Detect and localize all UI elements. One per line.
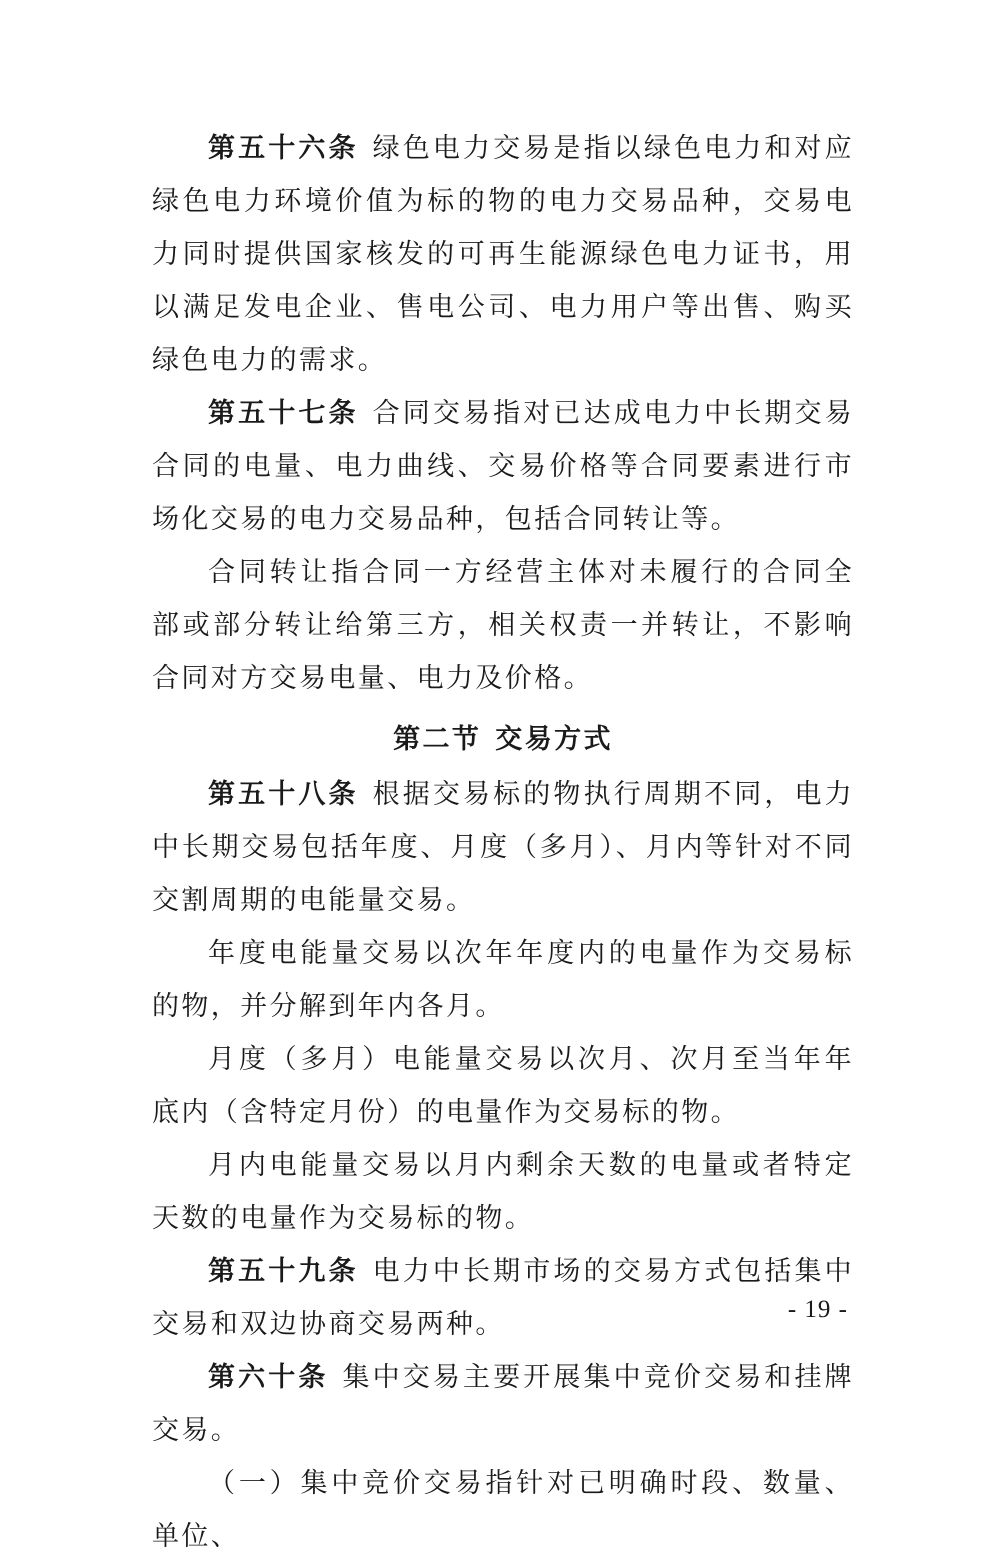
section-number: 第二节 [393, 724, 482, 755]
article-number: 第五十七条 [208, 398, 359, 429]
article-number: 第五十六条 [208, 133, 359, 164]
article-58 [152, 768, 854, 927]
page-body [152, 122, 854, 1563]
paragraph: 月内电能量交易以月内剩余天数的电量或者特定天数的电量作为交易标的物。 [152, 1150, 854, 1234]
article-number: 第六十条 [208, 1362, 329, 1393]
article-text: 集中交易主要开展集中竞价交易和挂牌交易。 [152, 1362, 854, 1446]
paragraph: 月度（多月）电能量交易以次月、次月至当年年底内（含特定月份）的电量作为交易标的物。 [152, 1044, 854, 1128]
article-text: 绿色电力交易是指以绿色电力和对应绿色电力环境价值为标的物的电力交易品种，交易电力同时提供国家核发的可再生能源绿色电力证书，用以满足发电企业、售电公司、电力用户等出售、购买绿色电力的需求。 [152, 133, 855, 376]
article-number: 第五十九条 [208, 1256, 359, 1287]
paragraph: 合同转让指合同一方经营主体对未履行的合同全部或部分转让给第三方，相关权责一并转让，不影响合同对方交易电量、电力及价格。 [152, 557, 854, 694]
article-60 [152, 1351, 854, 1457]
article-57 [152, 387, 854, 546]
page-number: - 19 - [787, 1296, 848, 1323]
article-text: 电力中长期市场的交易方式包括集中交易和双边协商交易两种。 [152, 1256, 855, 1340]
article-text: 根据交易标的物执行周期不同，电力中长期交易包括年度、月度（多月）、月内等针对不同交割周期的电能量交易。 [152, 779, 855, 916]
paragraph: （一）集中竞价交易指针对已明确时段、数量、单位、 [152, 1468, 854, 1552]
article-59 [152, 1245, 854, 1351]
article-number: 第五十八条 [208, 779, 359, 810]
article-56 [152, 122, 854, 387]
section-heading [152, 705, 854, 768]
article-text: 合同交易指对已达成电力中长期交易合同的电量、电力曲线、交易价格等合同要素进行市场化交易的电力交易品种，包括合同转让等。 [152, 398, 855, 535]
paragraph: 年度电能量交易以次年年度内的电量作为交易标的物，并分解到年内各月。 [152, 938, 854, 1022]
section-title: 交易方式 [495, 724, 613, 755]
